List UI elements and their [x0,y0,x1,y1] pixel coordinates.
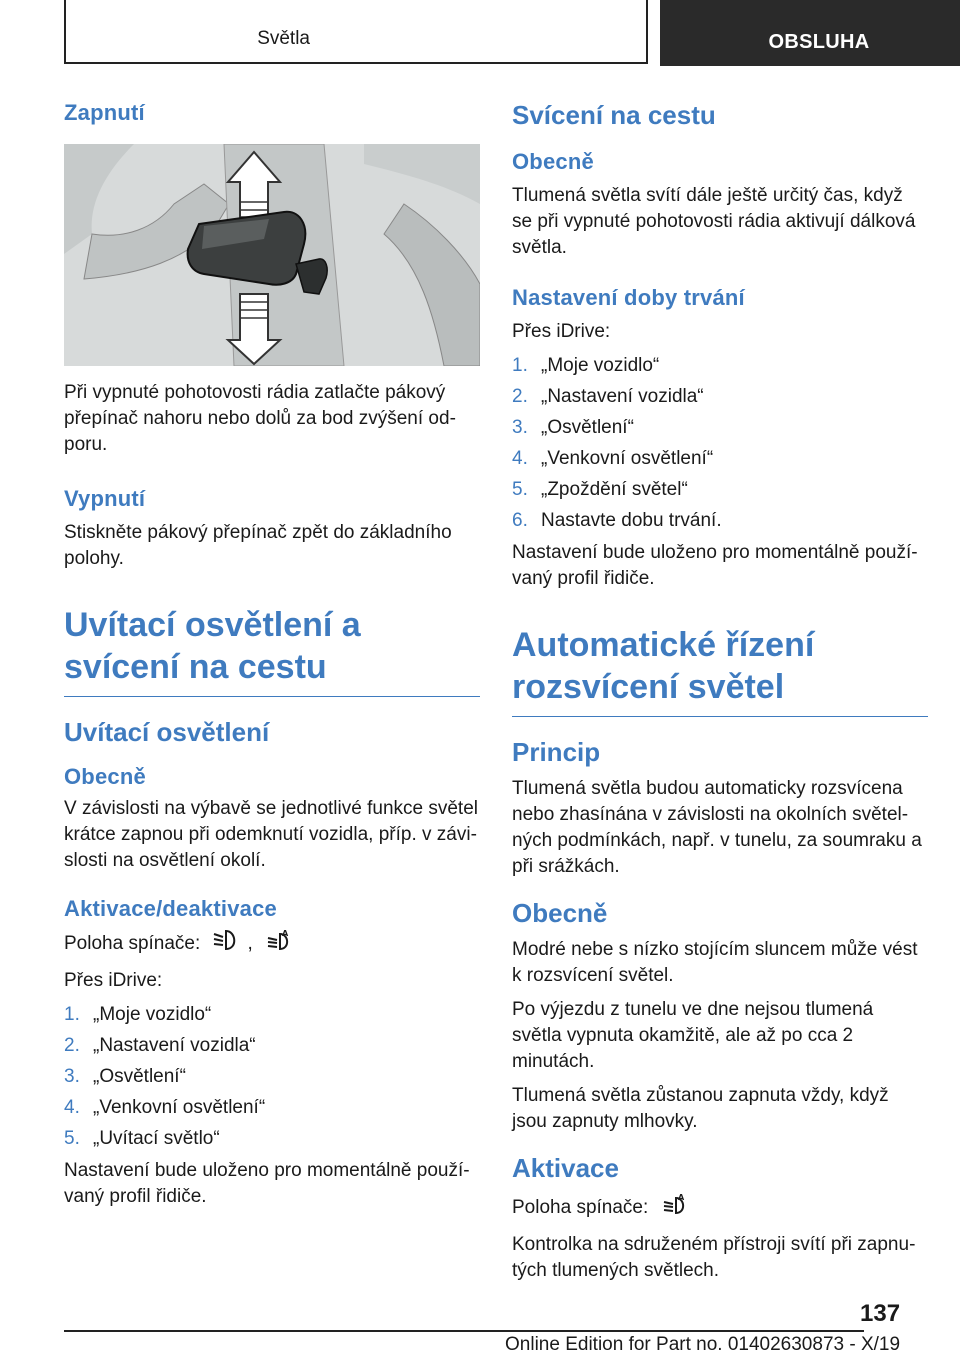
list-item: 2. „Nastavení vozidla“ [512,386,704,407]
doba-heading: Nastavení doby trvání [512,285,745,310]
poloha-line-left [64,928,480,960]
aktivace-deaktivace-heading: Aktivace/deaktivace [64,896,277,921]
edition-footer: Online Edition for Part no. 01402630873 - X/19 [505,1334,901,1355]
welcome-light-subheading: Uvítací osvětlení [64,717,270,747]
chapter-tab: OBSLUHA [660,0,960,66]
obecne-heading-right-2: Obecně [512,898,608,928]
poloha-label: Poloha spínače: [512,1197,649,1219]
obecne-heading-right: Obecně [512,149,594,174]
turn-signal-stalk-figure [64,144,480,366]
aktivace-heading: Aktivace [512,1153,619,1183]
svic-heading: Svícení na cestu [512,100,716,130]
welcome-lights-heading: Uvítací osvětlení a svícení na cestu [64,604,480,697]
list-item: 5. „Uvítací světlo“ [64,1128,220,1149]
obecne-text-left: V závislosti na výbavě se jednotlivé funkce světel krátce zapnou při odemknutí vozidla, příp. v závislosti na osvětlení okolí. [64,798,478,871]
footer-divider [64,1330,864,1332]
automatic-headlight-icon [264,928,294,960]
poloha-line-right [512,1192,928,1224]
symbol-separator: , [247,933,253,955]
stalk-illustration-icon [64,144,480,366]
section-title: Světla [257,28,310,49]
low-beam-headlight-icon [212,928,242,960]
pres-idrive-left: Přes iDrive: [64,970,163,991]
zapnuti-text: Při vypnuté pohotovosti rádia zatlačte pákový přepínač nahoru nebo dolů za bod zvýšení odporu. [64,382,456,455]
princip-heading: Princip [512,737,601,767]
steps-list-right [512,353,928,534]
princip-text: Tlumená světla budou automaticky rozsvícena nebo zhasínána v závislosti na okolních světelných podmínkách, např. v tunelu, za soumraku a při srážkách. [512,778,922,877]
list-item: 3. „Osvětlení“ [512,417,634,438]
left-column [64,100,480,1218]
list-item: 3. „Osvětlení“ [64,1066,186,1087]
obecne2-p2: Po výjezdu z tunelu ve dne nejsou tlumená světla vypnuta okamžitě, ale až po cca 2 minutách. [512,999,874,1072]
list-item: 2. „Nastavení vozidla“ [64,1035,256,1056]
list-item: 4. „Venkovní osvětlení“ [64,1097,266,1118]
list-item: 1. „Moje vozidlo“ [512,355,660,376]
header-frame [64,0,648,64]
poloha-label: Poloha spínače: [64,933,201,955]
saved-text-right: Nastavení bude uloženo pro momentálně používaný profil řidiče. [512,542,918,589]
svg-text:A: A [282,929,289,938]
page-number: 137 [860,1300,901,1327]
vypnuti-text: Stiskněte pákový přepínač zpět do základního polohy. [64,522,452,569]
list-item: 1. „Moje vozidlo“ [64,1004,212,1025]
kontrolka-text: Kontrolka na sdruženém přístroji svítí při zapnutých tlumených světlech. [512,1234,916,1281]
auto-headlight-heading: Automatické řízení rozsvícení světel [512,624,928,717]
svg-text:A: A [677,1193,684,1202]
list-item: 6. Nastavte dobu trvání. [512,510,722,531]
obecne-heading-left: Obecně [64,764,146,789]
list-item: 5. „Zpoždění světel“ [512,479,688,500]
zapnuti-heading: Zapnutí [64,100,145,125]
obecne-text-right: Tlumená světla svítí dále ještě určitý čas, když se při vypnuté pohotovosti rádia aktivují dálková světla. [512,185,916,258]
pres-idrive-right: Přes iDrive: [512,321,611,342]
saved-text-left: Nastavení bude uloženo pro momentálně používaný profil řidiče. [64,1160,470,1207]
automatic-headlight-icon [660,1192,690,1224]
vypnuti-heading: Vypnutí [64,486,146,511]
obecne2-p1: Modré nebe s nízko stojícím sluncem může vést k rozsvícení světel. [512,939,918,986]
steps-list-left [64,1002,480,1152]
list-item: 4. „Venkovní osvětlení“ [512,448,714,469]
obecne2-p3: Tlumená světla zůstanou zapnuta vždy, když jsou zapnuty mlhovky. [512,1085,889,1132]
right-column [512,100,928,1292]
